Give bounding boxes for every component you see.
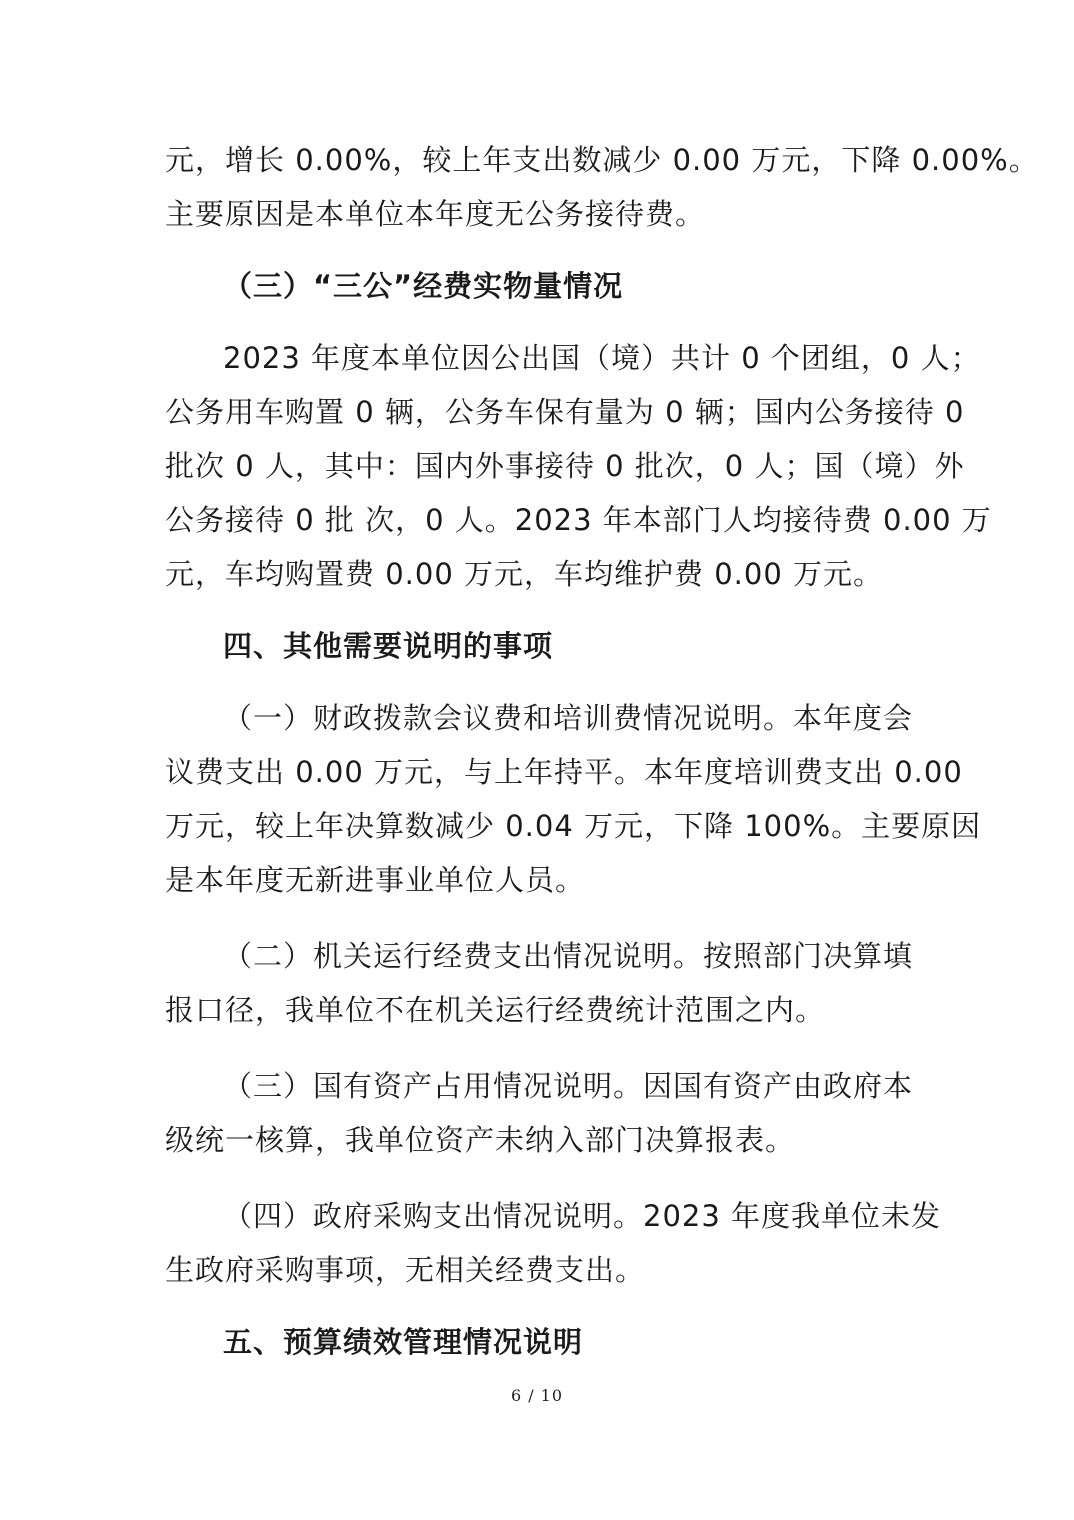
- paragraph-line: 元，车均购置费 0.00 万元，车均维护费 0.00 万元。: [165, 557, 884, 591]
- paragraph-line: 生政府采购事项，无相关经费支出。: [165, 1253, 646, 1287]
- paragraph-line: 级统一核算，我单位资产未纳入部门决算报表。: [165, 1123, 796, 1157]
- paragraph-line: 议费支出 0.00 万元，与上年持平。本年度培训费支出 0.00: [165, 755, 963, 789]
- paragraph-line: 报口径，我单位不在机关运行经费统计范围之内。: [165, 993, 826, 1027]
- page-number: 6 / 10: [510, 1386, 564, 1405]
- paragraph-line: 批次 0 人，其中：国内外事接待 0 批次，0 人；国（境）外: [165, 449, 965, 483]
- section-heading: （三）“三公”经费实物量情况: [223, 269, 624, 303]
- document-body: [165, 133, 1039, 1369]
- paragraph-line: 主要原因是本单位本年度无公务接待费。: [165, 197, 706, 231]
- paragraph-line: 2023 年度本单位因公出国（境）共计 0 个团组，0 人；: [223, 341, 981, 375]
- paragraph-line: 万元，较上年决算数减少 0.04 万元，下降 100%。主要原因: [165, 809, 982, 843]
- paragraph-line: 公务用车购置 0 辆，公务车保有量为 0 辆；国内公务接待 0: [165, 395, 965, 429]
- paragraph-line: 元，增长 0.00%，较上年支出数减少 0.00 万元，下降 0.00%。: [165, 143, 1039, 177]
- paragraph-line: （四）政府采购支出情况说明。2023 年度我单位未发: [223, 1199, 942, 1233]
- paragraph-line: （二）机关运行经费支出情况说明。按照部门决算填: [223, 939, 914, 973]
- paragraph-line: 是本年度无新进事业单位人员。: [165, 863, 586, 897]
- paragraph-line: （三）国有资产占用情况说明。因国有资产由政府本: [223, 1069, 914, 1103]
- paragraph-line: 公务接待 0 批 次，0 人。2023 年本部门人均接待费 0.00 万: [165, 503, 992, 537]
- paragraph-line: （一）财政拨款会议费和培训费情况说明。本年度会: [223, 701, 914, 735]
- section-heading: 五、预算绩效管理情况说明: [223, 1325, 584, 1359]
- section-heading: 四、其他需要说明的事项: [223, 629, 554, 663]
